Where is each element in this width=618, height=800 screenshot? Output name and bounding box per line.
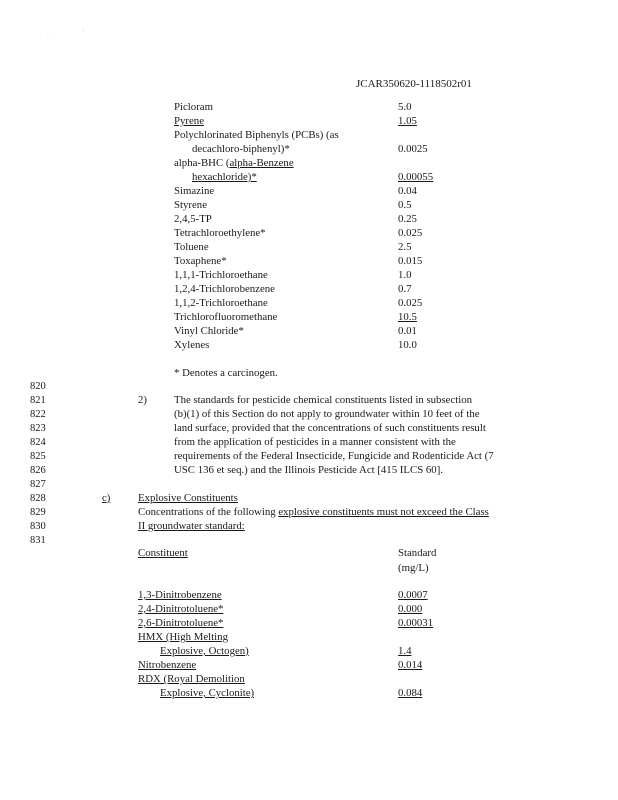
table-row-name: Tetrachloroethylene*: [174, 227, 266, 239]
column-header-standard: Standard: [398, 547, 437, 559]
table-row-name: Vinyl Chloride*: [174, 325, 244, 337]
table-row-name: 1,2,4-Trichlorobenzene: [174, 283, 275, 295]
line-number: 830: [30, 521, 46, 532]
column-header-constituent: Constituent: [138, 547, 188, 559]
line-number: 828: [30, 493, 46, 504]
line-number: 823: [30, 423, 46, 434]
paragraph-line: from the application of pesticides in a manner consistent with the: [174, 436, 456, 448]
table-row-name: 1,3-Dinitrobenzene: [138, 589, 222, 601]
document-id: JCAR350620-1118502r01: [356, 78, 472, 90]
paragraph-line: (b)(1) of this Section do not apply to groundwater within 10 feet of the: [174, 408, 480, 420]
table-row-name: decachloro-biphenyl)*: [192, 143, 290, 155]
table-row-name: 2,4-Dinitrotoluene*: [138, 603, 224, 615]
table-row-value: 0.025: [398, 297, 423, 309]
section-label: c): [102, 492, 111, 504]
table-row-name: Explosive, Cyclonite): [160, 687, 255, 699]
table-row-name: alpha-BHC (alpha-Benzene: [174, 157, 294, 169]
table-footnote: * Denotes a carcinogen.: [174, 367, 278, 379]
table-row-value: 0.014: [398, 659, 423, 671]
section-intro: II groundwater standard:: [138, 520, 245, 532]
table-row-name: RDX (Royal Demolition: [138, 673, 245, 685]
paragraph-label: 2): [138, 394, 147, 406]
table-row-value: 0.0025: [398, 143, 428, 155]
table-row-name: Trichlorofluoromethane: [174, 311, 278, 323]
line-number: 824: [30, 437, 46, 448]
line-number: 825: [30, 451, 46, 462]
line-number: 827: [30, 479, 46, 490]
line-number: 821: [30, 395, 46, 406]
section-heading: Explosive Constituents: [138, 492, 238, 504]
paragraph-line: USC 136 et seq.) and the Illinois Pesticide Act [415 ILCS 60].: [174, 464, 443, 476]
line-number: 820: [30, 381, 46, 392]
table-row-value: 0.00031: [398, 617, 434, 629]
line-number: 831: [30, 535, 46, 546]
table-row-value: 0.0007: [398, 589, 428, 601]
table-row-name: Simazine: [174, 185, 215, 197]
table-row-name: Polychlorinated Biphenyls (PCBs) (as: [174, 129, 339, 141]
section-intro: [138, 506, 489, 519]
table-row-value: 10.5: [398, 311, 417, 323]
table-row-value: 2.5: [398, 241, 412, 253]
table-row-name: Pyrene: [174, 115, 204, 127]
table-row-value: 5.0: [398, 101, 412, 113]
table-row-value: 1.05: [398, 115, 417, 127]
intro-part: Concentrations of the following: [138, 506, 279, 518]
table-row-name: hexachloride)*: [192, 171, 257, 183]
scan-mark: ·: [47, 32, 49, 38]
table-row-name: Styrene: [174, 199, 207, 211]
table-row-name: HMX (High Melting: [138, 631, 228, 643]
table-row-name: 2,4,5-TP: [174, 213, 212, 225]
table-row-name: 1,1,1-Trichloroethane: [174, 269, 268, 281]
table-row-name: Explosive, Octogen): [160, 645, 249, 657]
table-row-value: 0.025: [398, 227, 423, 239]
line-number: 822: [30, 409, 46, 420]
column-header-units: (mg/L): [398, 562, 429, 574]
table-row-value: 0.000: [398, 603, 423, 615]
line-number: 826: [30, 465, 46, 476]
table-row-name-part: alpha-Benzene: [229, 157, 294, 169]
table-row-name: Xylenes: [174, 339, 210, 351]
table-row-value: 0.00055: [398, 171, 434, 183]
paragraph-line: The standards for pesticide chemical constituents listed in subsection: [174, 394, 473, 406]
intro-underlined: explosive constituents must not exceed the Class: [278, 506, 489, 518]
table-row-value: 0.25: [398, 213, 417, 225]
table-row-value: 0.5: [398, 199, 412, 211]
paragraph-line: requirements of the Federal Insecticide, Fungicide and Rodenticide Act (7: [174, 450, 494, 462]
scan-mark: ·: [82, 28, 84, 34]
table-row-value: 0.7: [398, 283, 412, 295]
paragraph-line: land surface, provided that the concentrations of such constituents result: [174, 422, 486, 434]
table-row-name: 1,1,2-Trichloroethane: [174, 297, 268, 309]
table-row-value: 0.04: [398, 185, 417, 197]
table-row-name: 2,6-Dinitrotoluene*: [138, 617, 224, 629]
line-number: 829: [30, 507, 46, 518]
table-row-name: Nitrobenzene: [138, 659, 197, 671]
table-row-value: 0.084: [398, 687, 423, 699]
table-row-name: Picloram: [174, 101, 213, 113]
table-row-value: 1.0: [398, 269, 412, 281]
table-row-name: Toluene: [174, 241, 209, 253]
table-row-value: 0.015: [398, 255, 423, 267]
table-row-value: 10.0: [398, 339, 417, 351]
table-row-name: Toxaphene*: [174, 255, 227, 267]
table-row-value: 0.01: [398, 325, 417, 337]
table-row-value: 1.4: [398, 645, 412, 657]
